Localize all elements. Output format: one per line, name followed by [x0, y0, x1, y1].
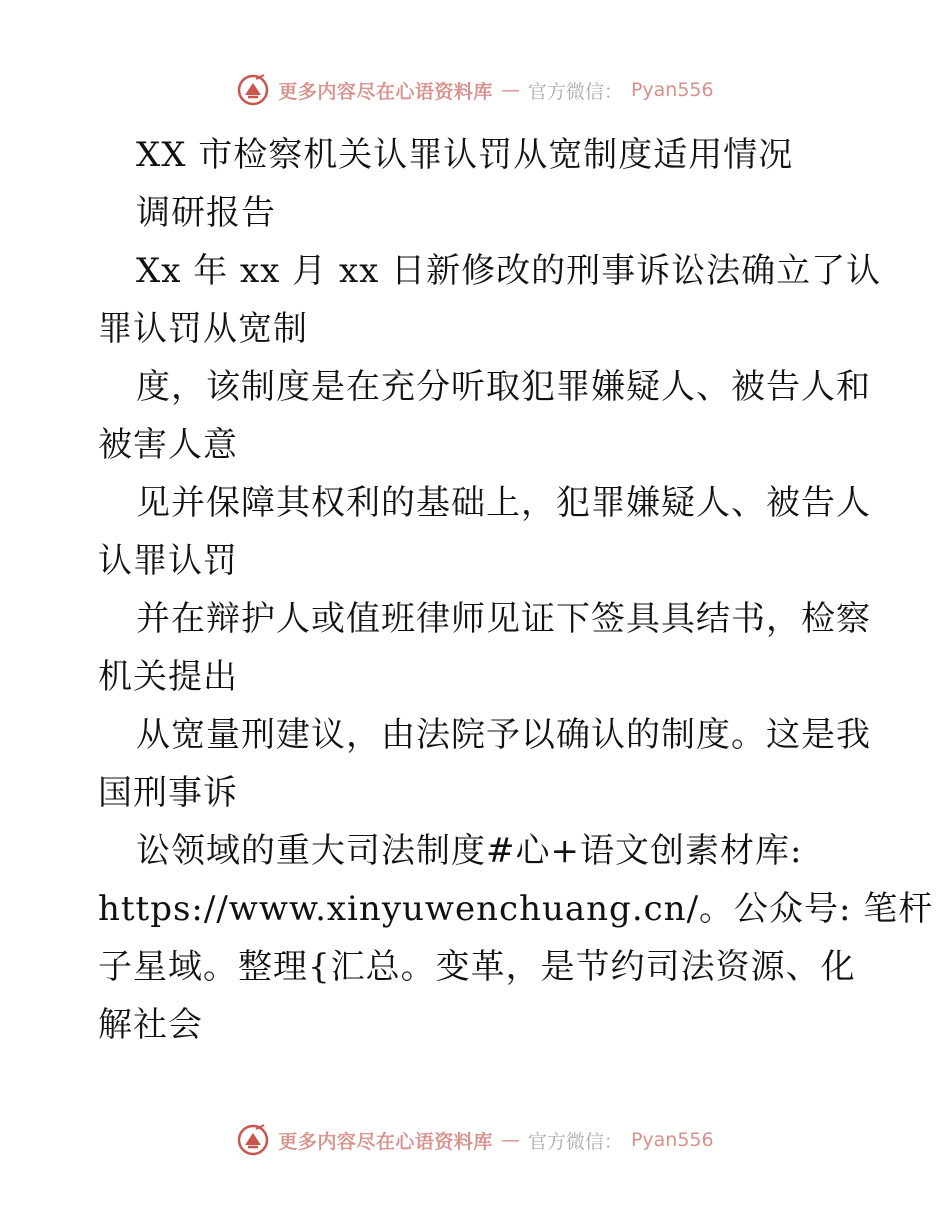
- body-line: 罪认罚从宽制: [98, 309, 308, 349]
- book-quill-logo-icon: [236, 73, 270, 107]
- watermark-site-text: 更多内容尽在心语资料库: [278, 1130, 493, 1153]
- body-line: 机关提出: [98, 657, 238, 697]
- watermark-site-text: 更多内容尽在心语资料库: [278, 80, 493, 103]
- body-line: 从宽量刑建议，由法院予以确认的制度。这是我: [136, 715, 871, 755]
- footer-watermark: [0, 1120, 950, 1160]
- header-watermark: [0, 70, 950, 110]
- body-line: 认罪认罚: [98, 541, 238, 581]
- book-quill-logo-icon: [236, 1123, 270, 1157]
- body-line: 讼领域的重大司法制度#心+语文创素材库:: [136, 831, 803, 871]
- body-line: 被害人意: [98, 425, 238, 465]
- body-line: 解社会: [98, 1005, 203, 1045]
- watermark-wechat-id: Pyan556: [630, 79, 714, 101]
- watermark-wechat-label: 官方微信：: [527, 1130, 623, 1153]
- body-line: https://www.xinyuwenchuang.cn/。公众号: 笔杆: [98, 889, 934, 929]
- body-line: 并在辩护人或值班律师见证下签具具结书，检察: [136, 599, 871, 639]
- watermark-wechat-label: 官方微信：: [527, 80, 623, 103]
- body-line: 见并保障其权利的基础上，犯罪嫌疑人、被告人: [136, 483, 871, 523]
- body-line: 子星域。整理{汇总。变革，是节约司法资源、化: [98, 947, 856, 987]
- body-line: 国刑事诉: [98, 773, 238, 813]
- document-body: [98, 126, 934, 1054]
- body-line: 度，该制度是在充分听取犯罪嫌疑人、被告人和: [136, 367, 871, 407]
- document-subtitle: 调研报告: [136, 193, 276, 233]
- watermark-dash: —: [500, 79, 520, 101]
- document-title: XX 市检察机关认罪认罚从宽制度适用情况: [136, 135, 794, 175]
- body-line: Xx 年 xx 月 xx 日新修改的刑事诉讼法确立了认: [136, 251, 882, 291]
- watermark-dash: —: [500, 1129, 520, 1151]
- watermark-wechat-id: Pyan556: [630, 1129, 714, 1151]
